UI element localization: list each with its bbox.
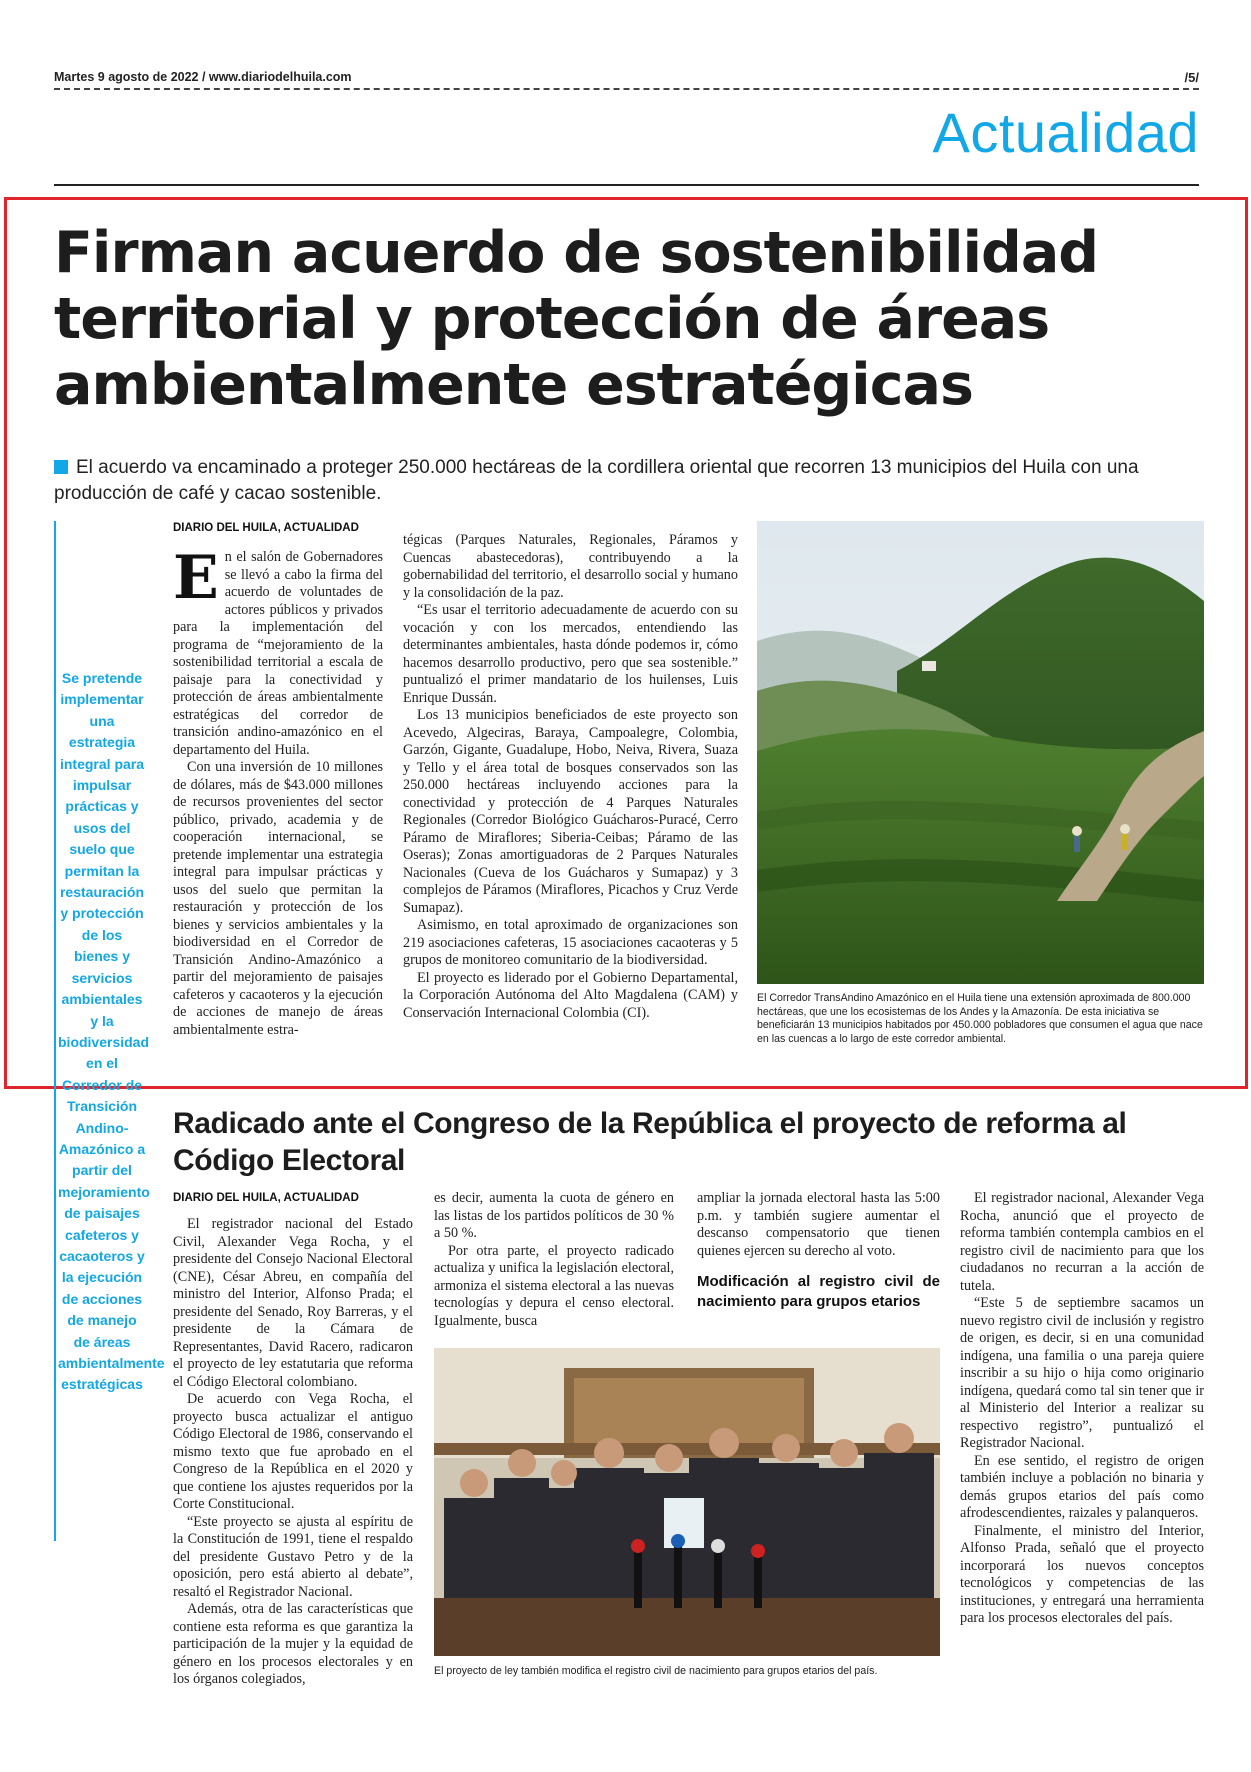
- article2-paragraph: “Este proyecto se ajusta al espíritu de la Constitución de 1991, tiene el respaldo del presidente Gustavo Petro y de la oposición, pero está abierto al debate”, resaltó el Registrador Nacional.: [173, 1513, 413, 1600]
- article2-paragraph: “Este 5 de septiembre sacamos un nuevo registro civil de inclusión y registro de origen, es decir, si en una comunidad indígena, una familia o una pareja quiere inscribir a su hijo o hija como originario indígena, quedará como tal sin tener que ir al Ministerio del Interior a realizar su respectivo registro”, puntualizó el Registrador Nacional.: [960, 1295, 1204, 1451]
- article2-paragraph: Finalmente, el ministro del Interior, Alfonso Prada, señaló que el proyecto incorporará los nuevos conceptos tecnológicos y competencias de las instituciones, y entregará una herramienta para los procesos electorales del país.: [960, 1522, 1204, 1626]
- article1-column-2: [403, 532, 738, 1022]
- article1-headline: Firman acuerdo de sostenibilidad territorial y protección de áreas ambientalmente estratégicas: [54, 220, 1099, 418]
- coffee-landscape-caption: El Corredor TransAndino Amazónico en el Huila tiene una extensión aproximada de 800.000 hectáreas, que une los ecosistemas de los Andes y la Amazonía. De esta iniciativa se beneficiarán 13 municipios habitados por 450.000 pobladores que consumen el agua que nace en las cuencas a lo largo de este corredor ambiental.: [757, 992, 1203, 1045]
- article2-paragraph: El registrador nacional, Alexander Vega Rocha, anunció que el proyecto de reforma también contempla cambios en el registro civil de nacimiento para que los ciudadanos no recurran a la acción de tutela.: [960, 1190, 1204, 1294]
- article1-paragraph-text: n el salón de Gobernadores se llevó a cabo la firma del acuerdo de voluntades de actores públicos y privados para la implementación del programa de “mejoramiento de la sostenibilidad territorial a escala de paisaje para la conectividad y protección de áreas ambientalmente estratégicas del corredor de transición andino-amazónico en el departamento del Huila.: [173, 549, 383, 758]
- article2-paragraph: ampliar la jornada electoral hasta las 5:00 p.m. y también sugiere aumentar el descanso compensatorio que tienen quienes ejercen su derecho al voto.: [697, 1190, 940, 1259]
- article2-subhead: Modificación al registro civil de nacimiento para grupos etarios: [697, 1273, 940, 1310]
- article2-headline: Radicado ante el Congreso de la República el proyecto de reforma al Código Electoral: [173, 1107, 1127, 1177]
- coffee-landscape-photo: [757, 521, 1204, 984]
- article2-column-3: [697, 1190, 940, 1312]
- section-title: Actualidad: [932, 101, 1199, 164]
- dateline: Martes 9 agosto de 2022 / www.diariodelhuila.com: [54, 70, 352, 84]
- article1-paragraph: tégicas (Parques Naturales, Regionales, Páramos y Cuencas abastecedoras), contribuyendo a la gobernabilidad del territorio, el desarrollo social y humano y la consolidación de la paz.: [403, 532, 738, 601]
- article2-byline: DIARIO DEL HUILA, ACTUALIDAD: [173, 1192, 359, 1204]
- article2-paragraph: De acuerdo con Vega Rocha, el proyecto busca actualizar el antiguo Código Electoral de 1986, conservando el mismo texto que fue aprobado en el Congreso de la República en el 2020 y que contiene los ajustes requeridos por la Corte Constitucional.: [173, 1391, 413, 1512]
- square-bullet-icon: [54, 460, 68, 474]
- article2-paragraph: Además, otra de las características que contiene esta reforma es que garantiza la participación de la mujer y la equidad de género en los procesos electorales y en los órganos colegiados,: [173, 1601, 413, 1687]
- header-divider: [54, 88, 1199, 90]
- article1-paragraph: [173, 543, 383, 759]
- article1-lead-text: El acuerdo va encaminado a proteger 250.000 hectáreas de la cordillera oriental que recorren 13 municipios del Huila con una producción de café y cacao sostenible.: [54, 457, 1139, 504]
- article1-byline: DIARIO DEL HUILA, ACTUALIDAD: [173, 522, 359, 534]
- page-number: /5/: [1184, 70, 1199, 85]
- article1-paragraph: Asimismo, en total aproximado de organizaciones son 219 asociaciones cafeteras, 15 asociaciones cacaoteras y 5 grupos de monitoreo comunitario de la biodiversidad.: [403, 917, 738, 968]
- sidebar-pull-quote: Se pretende implementar una estrategia integral para impulsar prácticas y usos del suelo que permitan la restauración y protección de los bienes y servicios ambientales y la biodiversidad en el Corredor de Transición Andino-Amazónico a partir del mejoramiento de paisajes cafeteros y cacaoteros y la ejecución de acciones de manejo de áreas ambientalmente estratégicas: [58, 670, 165, 1393]
- article1-paragraph: El proyecto es liderado por el Gobierno Departamental, la Corporación Autónoma del Alto Magdalena (CAM) y Conservación Internacional Colombia (CI).: [403, 969, 738, 1021]
- article2-paragraph: es decir, aumenta la cuota de género en las listas de los partidos políticos de 30 % a 50 %.: [434, 1190, 674, 1241]
- section-divider: [54, 184, 1199, 186]
- article2-column-4: [960, 1190, 1204, 1628]
- drop-cap: E: [173, 543, 219, 613]
- article2-column-1: [173, 1216, 413, 1689]
- article1-paragraph: “Es usar el territorio adecuadamente de acuerdo con su vocación y con los mercados, entendiendo las determinantes ambientales, hasta dónde podemos ir, cómo hacemos desarrollo productivo, pero que sea sostenible.” puntualizó el primer mandatario de los huilenses, Luis Enrique Dussán.: [403, 602, 738, 706]
- press-conference-photo: [434, 1348, 940, 1656]
- article2-paragraph: Por otra parte, el proyecto radicado actualiza y unifica la legislación electoral, armoniza el sistema electoral a las nuevas tecnologías y depura el censo electoral. Igualmente, busca: [434, 1242, 674, 1329]
- article1-paragraph: Los 13 municipios beneficiados de este proyecto son Acevedo, Algeciras, Baraya, Campoalegre, Colombia, Garzón, Gigante, Guadalupe, Hobo, Neiva, Rivera, Suaza y Tello y el área total de bosques conservados son las 250.000 hectáreas incluyendo acciones para la conectividad y protección de 4 Parques Naturales Regionales (Corredor Biológico Guácharos-Puracé, Cerro Páramo de Miraflores; Siberia-Ceibas; Páramo de las Oseras); Zonas amortiguadoras de 2 Parques Naturales Nacionales (Cueva de los Guácharos y Sumapaz) y 3 complejos de Páramos (Miraflores, Picachos y Cruz Verde Sumapaz).: [403, 707, 738, 916]
- article2-paragraph: En ese sentido, el registro de origen también incluye a población no binaria y demás grupos etarios del país como afrodescendientes, raizales y palanqueros.: [960, 1452, 1204, 1521]
- article2-column-2: [434, 1190, 674, 1330]
- article1-paragraph: Con una inversión de 10 millones de dólares, más de $43.000 millones de recursos provenientes del sector público, privado, academia y de cooperación internacional, se pretende implementar una estrategia integral para impulsar prácticas y usos del suelo que permitan la restauración y protección de los bienes y servicios ambientales y la biodiversidad en el Corredor de Transición Andino-Amazónico a partir del mejoramiento de paisajes cafeteros y cacaoteros y la ejecución de acciones de manejo de áreas ambientalmente estra-: [173, 759, 383, 1038]
- article2-paragraph: El registrador nacional del Estado Civil, Alexander Vega Rocha, y el presidente del Consejo Nacional Electoral (CNE), César Abreu, en compañía del ministro del Interior, Alfonso Prada; el presidente del Senado, Roy Barreras, y el presidente de la Cámara de Representantes, David Racero, radicaron el proyecto de ley estatutaria que reforma el Código Electoral colombiano.: [173, 1216, 413, 1390]
- article1-lead: [54, 455, 1204, 507]
- article1-column-1: [173, 520, 383, 1039]
- press-conference-caption: El proyecto de ley también modifica el registro civil de nacimiento para grupos etarios del país.: [434, 1665, 878, 1677]
